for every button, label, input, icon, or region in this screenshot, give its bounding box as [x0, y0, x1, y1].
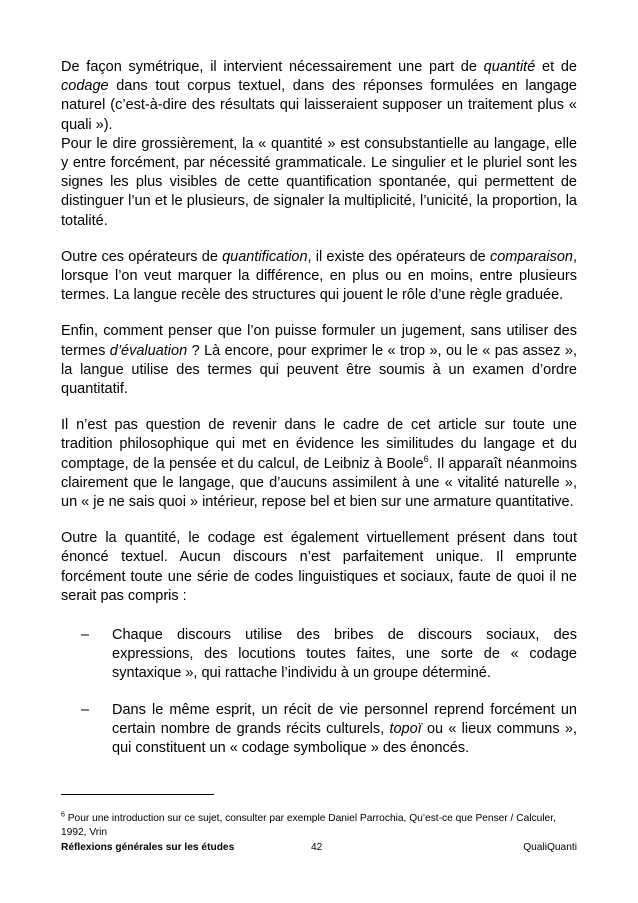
footnote-separator — [61, 794, 214, 795]
dash-bullet: – — [81, 701, 90, 718]
list-item-text: Dans le même esprit, un récit de vie personnel reprend forcément un certain nombre de grands récits culturels, — [112, 701, 577, 737]
footnote-text: Pour une introduction sur ce sujet, consulter par exemple Daniel Parrochia, Qu’est-ce que Penser / Calculer, 1992, Vrin — [61, 813, 556, 838]
emphasis-comparaison: comparaison — [489, 248, 573, 265]
text-run: et de — [535, 59, 577, 75]
paragraph-grammaire: Pour le dire grossièrement, la « quantité » est consubstantielle au langage, elle y entre forcément, par nécessité grammaticale. Le singulier et le pluriel sont les signes les plus visibles de cette quantification spontanée, qui permettent de distinguer l’un et le plusieurs, de signaler la multiplicité, l’unicité, la proportion, la totalité. — [61, 135, 577, 229]
paragraph-quantite-codage — [61, 58, 577, 135]
list-item-text: ou « lieux communs », qui constituent un « codage symbolique » des énoncés. — [112, 720, 577, 757]
footnote-reference[interactable]: 6 — [423, 453, 429, 464]
page-number: 42 — [311, 842, 323, 853]
list-item — [61, 701, 577, 759]
emphasis-codage: codage — [61, 78, 109, 95]
emphasis-topoi: topoï — [389, 720, 422, 737]
text-run: , il existe des opérateurs de — [307, 248, 490, 265]
footnote-number: 6 — [61, 811, 65, 819]
list-item-text: Chaque discours utilise des bribes de discours sociaux, des expressions, des locutions toutes faites, une sorte de « codage syntaxique », qui rattache l’individu à un groupe déterminé. — [112, 627, 577, 682]
text-run: , lorsque l’on veut marquer la différence, en plus ou en moins, entre plusieurs termes. La langue recèle des structures qui jouent le rôle d’une règle graduée. — [61, 248, 577, 304]
footnote — [61, 812, 581, 840]
dash-bullet: – — [81, 627, 90, 644]
page-footer — [61, 841, 577, 855]
text-run: Outre ces opérateurs de — [61, 248, 223, 265]
text-run: De façon symétrique, il intervient nécessairement une part de — [61, 59, 484, 75]
text-run: Enfin, comment penser que l’on puisse formuler un jugement, sans utiliser des termes — [61, 323, 577, 359]
text-run: dans tout corpus textuel, dans des réponses formulées en langage naturel (c’est-à-dire des résultats qui laisseraient supposer un traitement plus « quali »). — [61, 78, 577, 133]
footer-title: Réflexions générales sur les études — [61, 842, 235, 853]
list-item — [61, 626, 577, 684]
text-run: . Il apparaît néanmoins clairement que le langage, que d’aucuns assimilent à une « vitalité naturelle », un « je ne sais quoi » intérieur, repose bel et bien sur une armature quantitative. — [61, 455, 577, 511]
paragraph-comparaison — [61, 248, 577, 306]
paragraph-evaluation — [61, 322, 577, 399]
text-run: Il n’est pas question de revenir dans le cadre de cet article sur toute une tradition philosophique qui met en évidence les similitudes du langage et du comptage, de la pensée et du calcul, de Leibniz à Boole — [61, 417, 577, 472]
emphasis-evaluation: d’évaluation — [109, 342, 188, 359]
paragraph-tradition — [61, 416, 577, 512]
page-body — [61, 58, 577, 775]
bullet-list — [61, 626, 577, 758]
emphasis-quantification: quantification — [222, 248, 308, 265]
footer-brand: QualiQuanti — [523, 842, 577, 853]
emphasis-quantite: quantité — [483, 59, 536, 75]
text-run: ? Là encore, pour exprimer le « trop », ou le « pas assez », la langue utilise des termes qui peuvent être soumis à un examen d’ordre quantitatif. — [61, 342, 578, 398]
paragraph-codage: Outre la quantité, le codage est également virtuellement présent dans tout énoncé textuel. Aucun discours n’est parfaitement unique. Il emprunte forcément toute une série de codes linguistiques et sociaux, faute de quoi il ne serait pas compris : — [61, 530, 577, 604]
